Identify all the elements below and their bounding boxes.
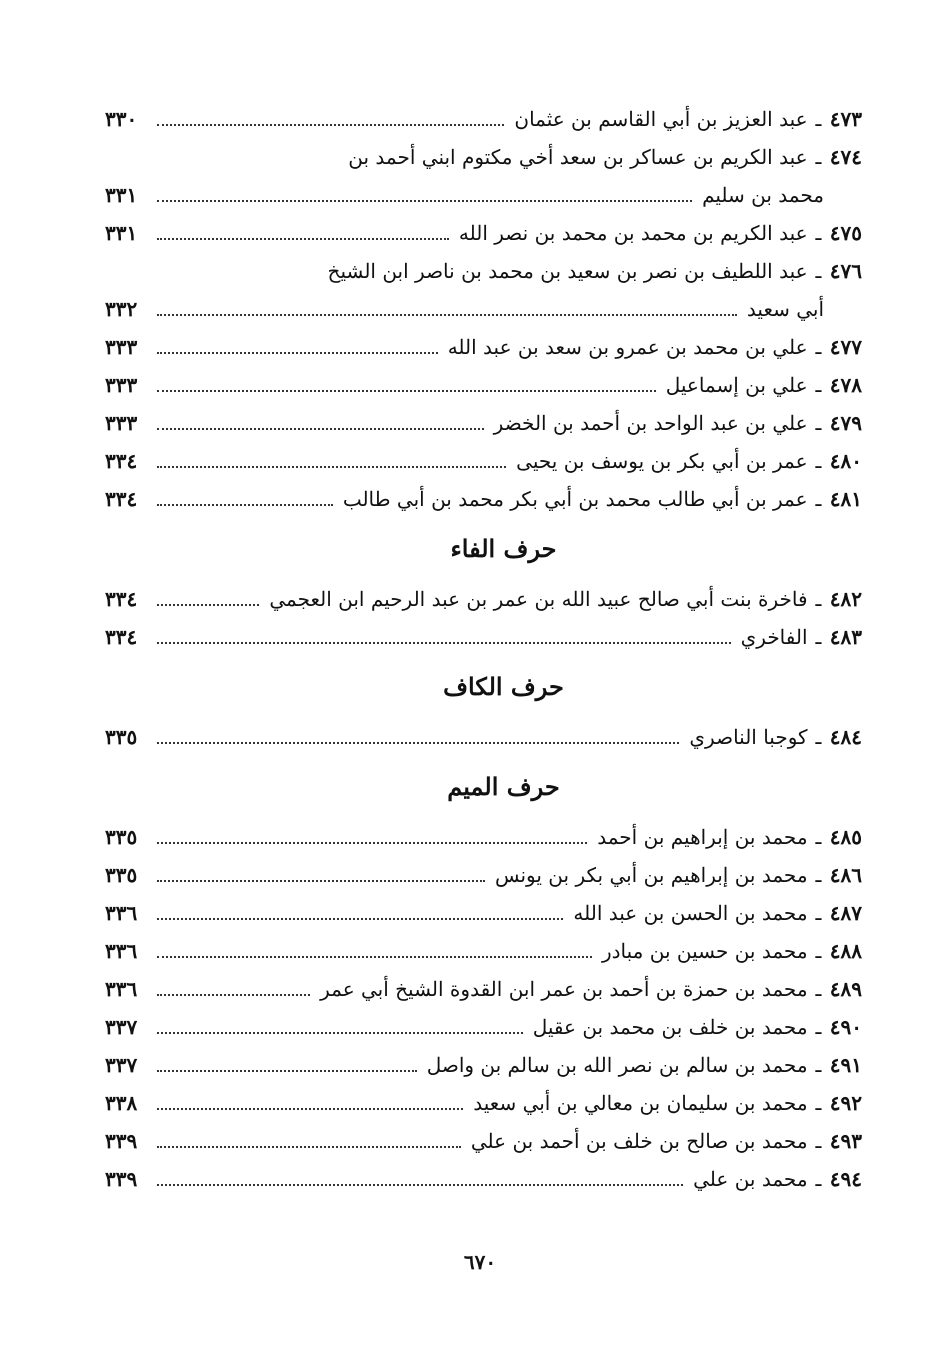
toc-entry [105, 618, 862, 656]
dot-leader [157, 466, 506, 468]
entry-title: عمر بن أبي بكر بن يوسف بن يحيى [516, 449, 808, 473]
dot-leader [157, 124, 504, 126]
entry-title: علي بن محمد بن عمرو بن سعد بن عبد الله [447, 335, 808, 359]
toc-entry [105, 970, 862, 1008]
entry-dash: ـ [815, 625, 828, 649]
toc-entry [105, 894, 862, 932]
dot-leader [157, 880, 485, 882]
toc-entry [105, 1046, 862, 1084]
entry-dash: ـ [815, 373, 828, 397]
entry-number: ٤٨٠ [829, 449, 862, 473]
section-heading-fa: حرف الفاء [450, 534, 557, 563]
toc-entry [105, 1160, 862, 1198]
entry-dash: ـ [815, 145, 828, 169]
toc-entry [105, 1122, 862, 1160]
entry-number: ٤٨١ [829, 487, 862, 511]
dot-leader [157, 918, 563, 920]
entry-title: محمد بن سليم [702, 183, 824, 207]
entry-number: ٤٨٧ [829, 901, 862, 925]
entry-page-number: ٣٣٢ [105, 297, 138, 321]
entry-number: ٤٨٩ [829, 977, 862, 1001]
entry-page-number: ٣٣٤ [105, 587, 138, 611]
entry-number: ٤٧٦ [829, 259, 862, 283]
toc-entry [105, 252, 862, 290]
entry-page-number: ٣٣٠ [105, 107, 138, 131]
table-of-contents [105, 100, 862, 1198]
entry-number: ٤٨٢ [829, 587, 862, 611]
entry-page-number: ٣٣٤ [105, 449, 138, 473]
entry-title: محمد بن إبراهيم بن أبي بكر بن يونس [494, 863, 808, 887]
toc-entry [105, 1084, 862, 1122]
entry-page-number: ٣٣١ [105, 183, 138, 207]
entry-page-number: ٣٣٩ [105, 1129, 138, 1153]
dot-leader [157, 1146, 461, 1148]
entry-number: ٤٧٥ [829, 221, 862, 245]
entry-number: ٤٩٣ [829, 1129, 862, 1153]
entry-dash: ـ [815, 487, 828, 511]
dot-leader [157, 742, 679, 744]
toc-entry [105, 480, 862, 518]
entry-title: محمد بن علي [693, 1167, 808, 1191]
entry-number: ٤٩١ [829, 1053, 862, 1077]
toc-entry [105, 580, 862, 618]
dot-leader [157, 352, 438, 354]
dot-leader [157, 956, 592, 958]
entry-title: عبد اللطيف بن نصر بن سعيد بن محمد بن ناصر ابن الشيخ [327, 259, 808, 283]
entry-title: فاخرة بنت أبي صالح عبيد الله بن عمر بن عبد الرحيم ابن العجمي [269, 587, 808, 611]
entry-number: ٤٩٤ [829, 1167, 862, 1191]
entry-number: ٤٨٥ [829, 825, 862, 849]
entry-dash: ـ [815, 939, 828, 963]
dot-leader [157, 390, 656, 392]
toc-entry-continuation [105, 176, 862, 214]
entry-page-number: ٣٣٥ [105, 725, 138, 749]
toc-entry [105, 442, 862, 480]
entry-page-number: ٣٣١ [105, 221, 138, 245]
section-heading-mim: حرف الميم [447, 772, 560, 801]
entry-dash: ـ [815, 901, 828, 925]
dot-leader [157, 504, 333, 506]
entry-number: ٤٨٣ [829, 625, 862, 649]
entry-title: محمد بن صالح بن خلف بن أحمد بن علي [470, 1129, 808, 1153]
entry-dash: ـ [815, 335, 828, 359]
entry-dash: ـ [815, 259, 828, 283]
toc-entry [105, 100, 862, 138]
entry-title: كوجبا الناصري [689, 725, 808, 749]
entry-title: عبد العزيز بن أبي القاسم بن عثمان [514, 107, 808, 131]
dot-leader [157, 1032, 523, 1034]
entry-page-number: ٣٣٣ [105, 411, 138, 435]
toc-entry [105, 138, 862, 176]
entry-title: محمد بن خلف بن محمد بن عقيل [532, 1015, 808, 1039]
entry-dash: ـ [815, 411, 828, 435]
entry-page-number: ٣٣٩ [105, 1167, 138, 1191]
entry-title: الفاخري [740, 625, 808, 649]
toc-entry [105, 856, 862, 894]
entry-title: محمد بن حسين بن مبادر [601, 939, 808, 963]
entry-title: محمد بن إبراهيم بن أحمد [597, 825, 808, 849]
entry-title: أبي سعيد [746, 297, 824, 321]
toc-entry [105, 1008, 862, 1046]
entry-page-number: ٣٣٧ [105, 1015, 138, 1039]
entry-number: ٤٩٢ [829, 1091, 862, 1115]
dot-leader [157, 642, 731, 644]
entry-dash: ـ [815, 1053, 828, 1077]
entry-number: ٤٧٤ [829, 145, 862, 169]
dot-leader [157, 200, 692, 202]
dot-leader [157, 604, 259, 606]
entry-page-number: ٣٣٦ [105, 977, 138, 1001]
entry-number: ٤٨٨ [829, 939, 862, 963]
entry-page-number: ٣٣٣ [105, 373, 138, 397]
entry-title: عبد الكريم بن محمد بن محمد بن نصر الله [458, 221, 808, 245]
dot-leader [157, 842, 587, 844]
entry-title: عبد الكريم بن عساكر بن سعد أخي مكتوم ابني أحمد بن [348, 145, 808, 169]
entry-page-number: ٣٣٨ [105, 1091, 138, 1115]
dot-leader [157, 1070, 417, 1072]
toc-entry-continuation [105, 290, 862, 328]
toc-entry [105, 404, 862, 442]
dot-leader [157, 1184, 683, 1186]
toc-entry [105, 718, 862, 756]
entry-dash: ـ [815, 1129, 828, 1153]
entry-number: ٤٨٦ [829, 863, 862, 887]
entry-dash: ـ [815, 863, 828, 887]
entry-number: ٤٧٧ [829, 335, 862, 359]
toc-entry [105, 366, 862, 404]
entry-title: محمد بن سليمان بن معالي بن أبي سعيد [473, 1091, 808, 1115]
toc-entry [105, 214, 862, 252]
entry-page-number: ٣٣٧ [105, 1053, 138, 1077]
section-heading-kaf: حرف الكاف [443, 672, 564, 701]
dot-leader [157, 238, 449, 240]
entry-dash: ـ [815, 221, 828, 245]
entry-title: محمد بن الحسن بن عبد الله [573, 901, 808, 925]
entry-dash: ـ [815, 977, 828, 1001]
entry-number: ٤٧٣ [829, 107, 862, 131]
dot-leader [157, 314, 737, 316]
entry-page-number: ٣٣٦ [105, 901, 138, 925]
dot-leader [157, 1108, 463, 1110]
entry-number: ٤٧٨ [829, 373, 862, 397]
entry-number: ٤٨٤ [829, 725, 862, 749]
entry-page-number: ٣٣٥ [105, 863, 138, 887]
dot-leader [157, 428, 484, 430]
entry-page-number: ٣٣٤ [105, 487, 138, 511]
entry-page-number: ٣٣٦ [105, 939, 138, 963]
entry-title: علي بن إسماعيل [665, 373, 808, 397]
entry-title: علي بن عبد الواحد بن أحمد بن الخضر [493, 411, 808, 435]
entry-dash: ـ [815, 725, 828, 749]
entry-dash: ـ [815, 1167, 828, 1191]
entry-number: ٤٧٩ [829, 411, 862, 435]
entry-title: محمد بن حمزة بن أحمد بن عمر ابن القدوة الشيخ أبي عمر [320, 977, 808, 1001]
entry-dash: ـ [815, 587, 828, 611]
entry-dash: ـ [815, 1091, 828, 1115]
dot-leader [157, 994, 310, 996]
page-number: ٦٧٠ [463, 1250, 497, 1274]
entry-dash: ـ [815, 449, 828, 473]
entry-page-number: ٣٣٥ [105, 825, 138, 849]
entry-dash: ـ [815, 1015, 828, 1039]
toc-entry [105, 818, 862, 856]
toc-entry [105, 328, 862, 366]
entry-number: ٤٩٠ [829, 1015, 862, 1039]
entry-page-number: ٣٣٤ [105, 625, 138, 649]
toc-entry [105, 932, 862, 970]
entry-title: محمد بن سالم بن نصر الله بن سالم بن واصل [426, 1053, 808, 1077]
entry-dash: ـ [815, 825, 828, 849]
entry-dash: ـ [815, 107, 828, 131]
entry-title: عمر بن أبي طالب محمد بن أبي بكر محمد بن أبي طالب [342, 487, 808, 511]
entry-page-number: ٣٣٣ [105, 335, 138, 359]
